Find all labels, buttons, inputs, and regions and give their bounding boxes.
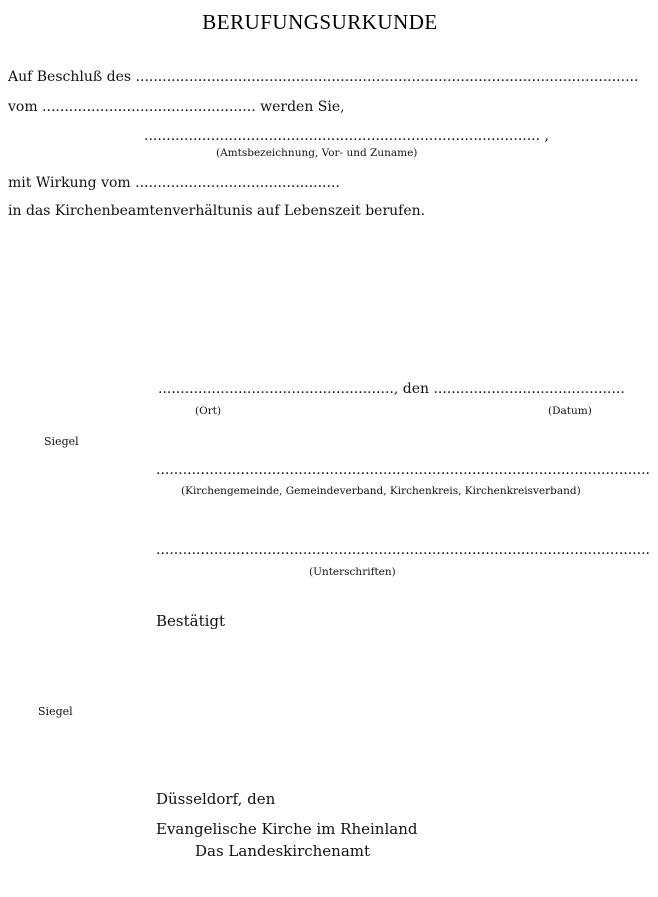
document-title: BERUFUNGSURKUNDE — [202, 10, 438, 34]
name-line: ......................................................................................... , — [144, 128, 549, 144]
siegel-label: Siegel — [44, 435, 79, 448]
datum-caption: (Datum) — [548, 405, 592, 417]
appointment-line: in das Kirchenbeamtenverhältunis auf Lebenszeit berufen. — [8, 203, 426, 219]
name-caption: (Amtsbezeichnung, Vor- und Zuname) — [216, 147, 418, 159]
effective-date-line: mit Wirkung vom .............................................. — [8, 175, 340, 191]
footer-place: Düsseldorf, den — [156, 790, 276, 808]
siegel-label-2: Siegel — [38, 705, 73, 718]
footer-office: Das Landeskirchenamt — [195, 842, 371, 860]
date-line: vom ................................................ werden Sie, — [8, 99, 345, 115]
signature-line: ............................................................................................................... — [156, 542, 650, 558]
confirmed-label: Bestätigt — [156, 612, 226, 630]
ort-caption: (Ort) — [195, 405, 222, 417]
body-caption: (Kirchengemeinde, Gemeindeverband, Kirchenkreis, Kirchenkreisverband) — [181, 485, 581, 497]
resolution-line: Auf Beschluß des ................................................................................................................. — [8, 69, 639, 85]
footer-org: Evangelische Kirche im Rheinland — [156, 820, 418, 838]
signature-caption: (Unterschriften) — [309, 566, 396, 578]
body-line: ............................................................................................................... — [156, 462, 650, 478]
place-date-line: ....................................................., den ........................................... — [158, 381, 625, 397]
